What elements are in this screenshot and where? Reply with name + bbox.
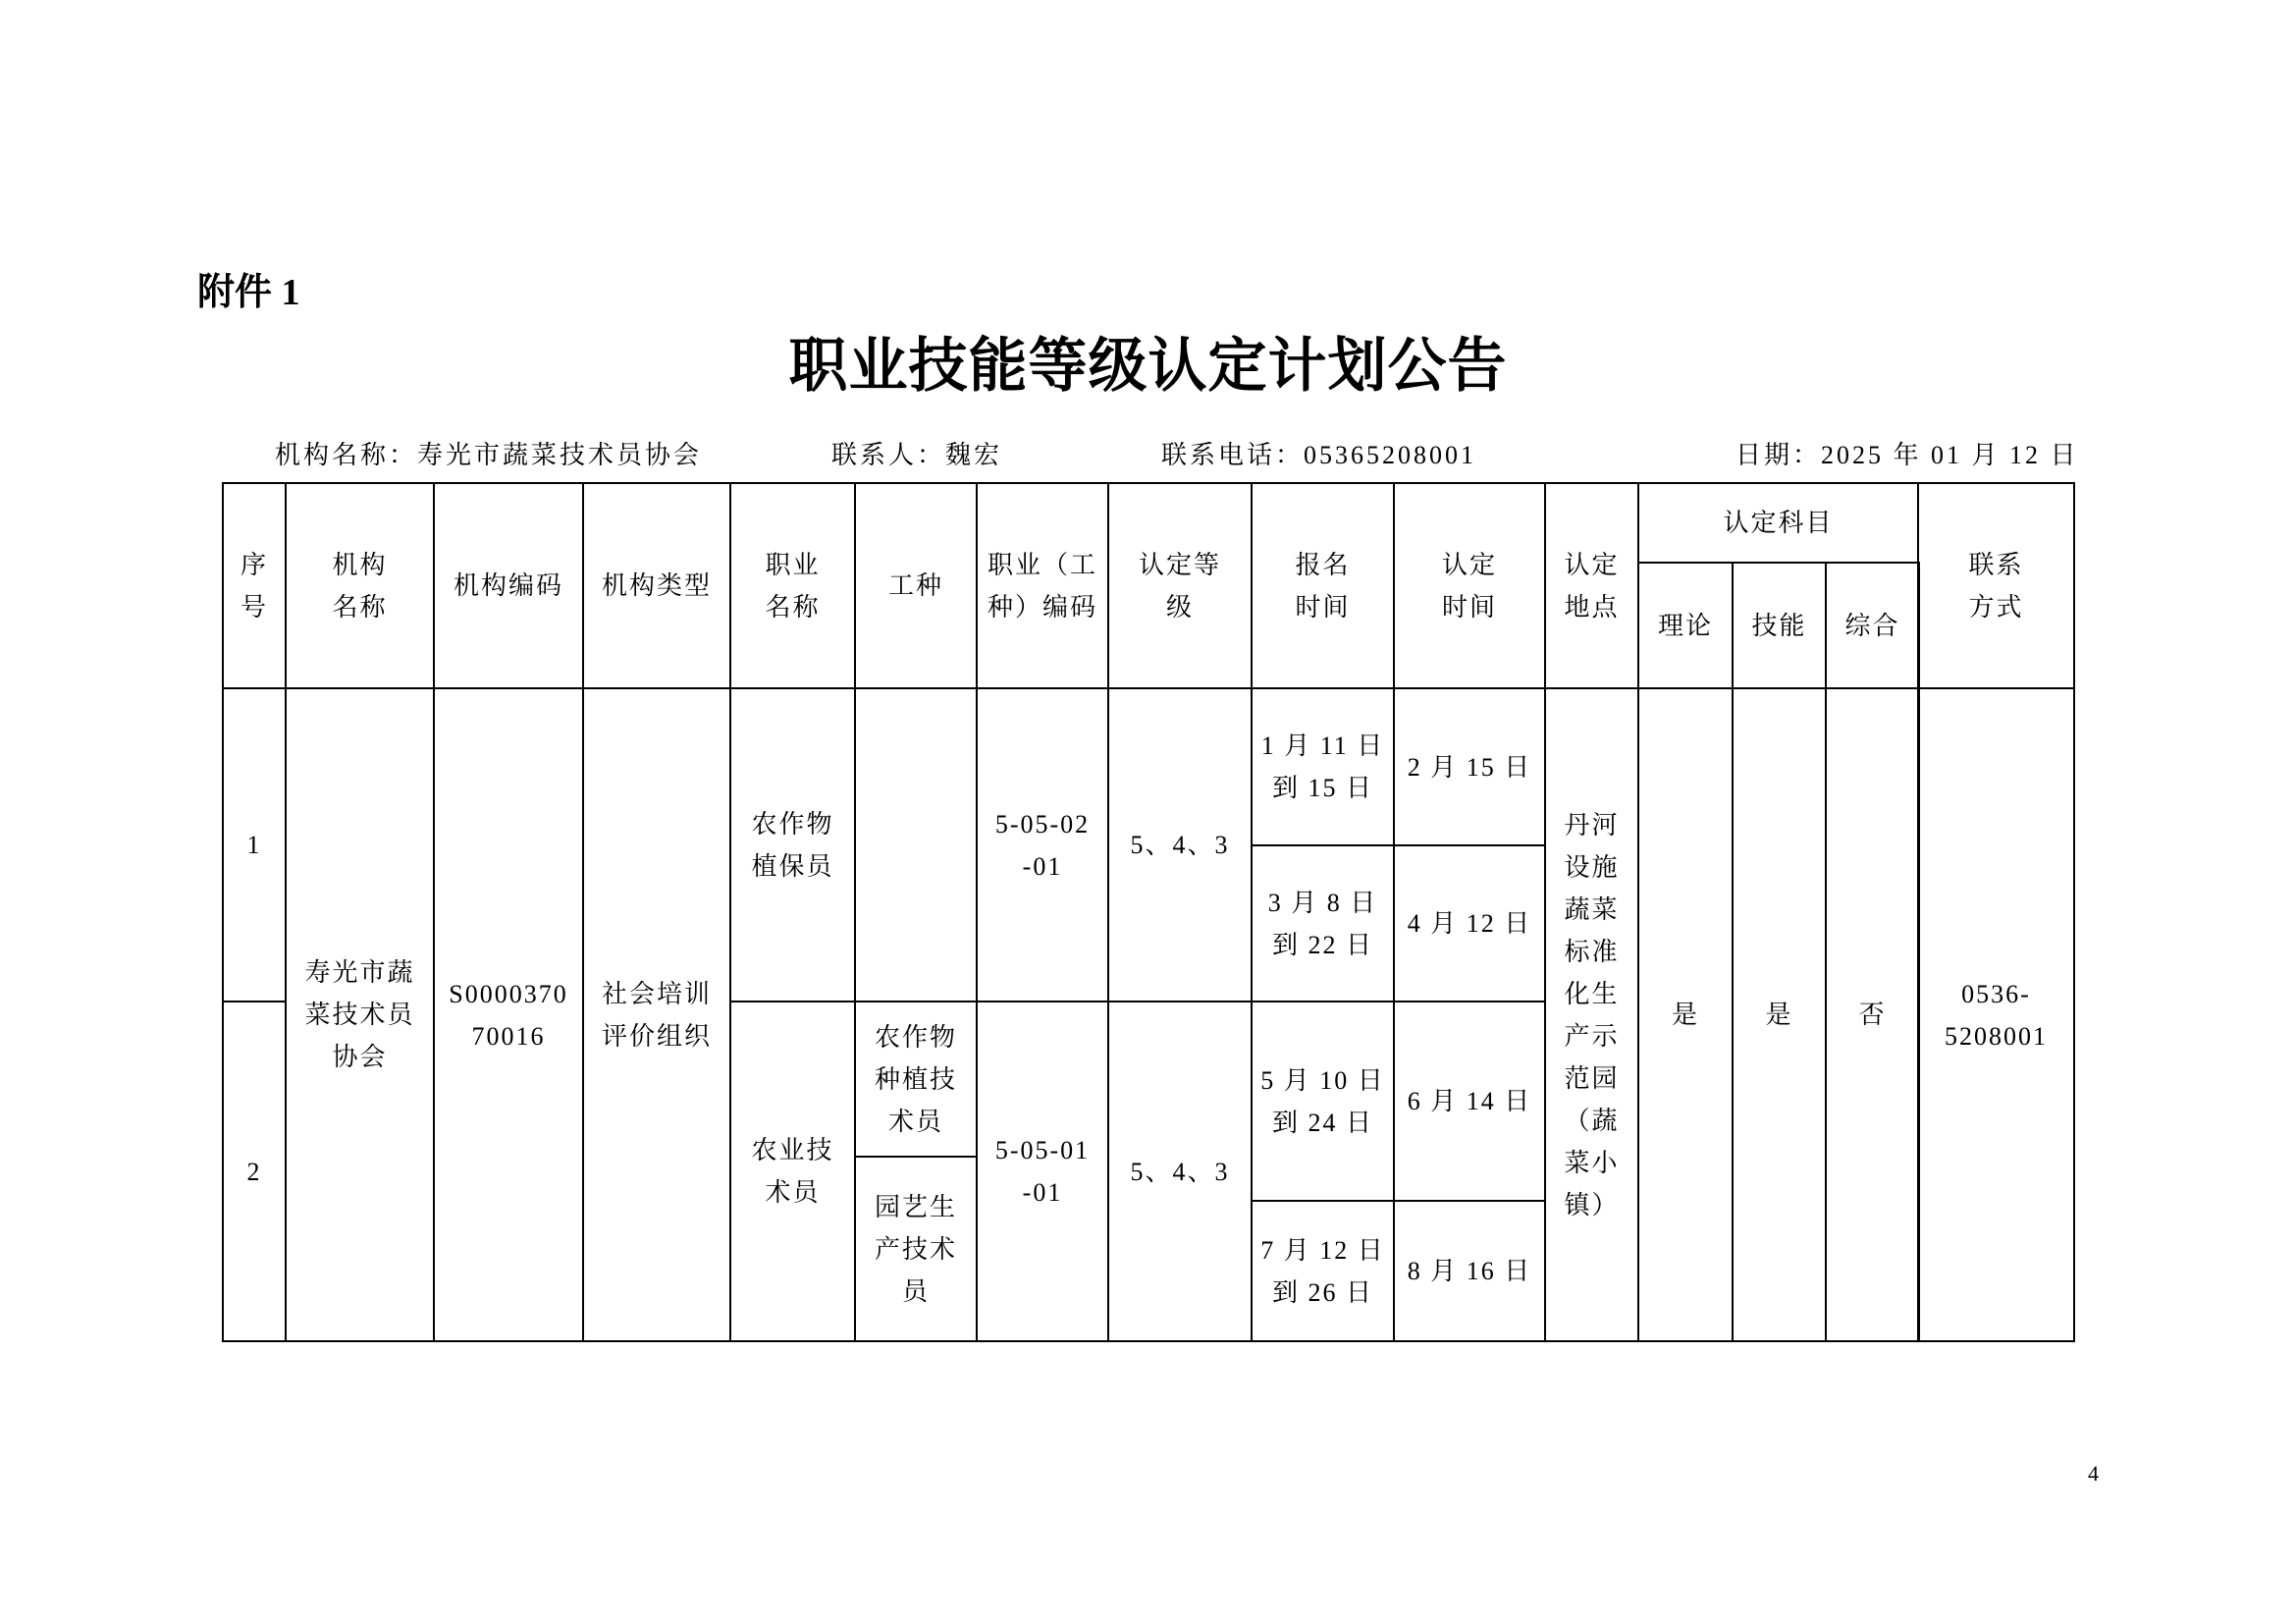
header-cell-org-name bbox=[285, 482, 435, 689]
header-occupation-code-label: 职业（工 种）编码 bbox=[987, 550, 1097, 622]
document-title: 职业技能等级认定计划公告 bbox=[788, 334, 1508, 399]
row2-assessment-2: 8 月 16 日 bbox=[1407, 1257, 1532, 1285]
row1-level-cell bbox=[1107, 687, 1253, 1002]
org-name-value: 寿光市蔬 菜技术员 协会 bbox=[304, 958, 415, 1071]
row1-registration-1: 1 月 11 日 到 15 日 bbox=[1260, 731, 1385, 802]
row1-assessment-cell-2 bbox=[1393, 844, 1546, 1002]
header-cell-seq bbox=[222, 482, 287, 689]
header-cell-location bbox=[1544, 482, 1639, 689]
row1-code: 5-05-02 -01 bbox=[994, 809, 1091, 881]
header-cell-comprehensive bbox=[1825, 562, 1920, 689]
header-job-type-label: 工种 bbox=[887, 571, 943, 600]
row1-occupation-cell bbox=[729, 687, 856, 1002]
header-seq-label: 序 号 bbox=[240, 550, 268, 622]
row2-registration-cell-1 bbox=[1251, 1001, 1395, 1202]
header-cell-subjects bbox=[1637, 482, 1919, 564]
header-registration-time-label: 报名 时间 bbox=[1295, 550, 1351, 622]
row2-registration-1: 5 月 10 日 到 24 日 bbox=[1260, 1065, 1385, 1137]
row1-job-type-cell bbox=[854, 687, 978, 1002]
row1-assessment-2: 4 月 12 日 bbox=[1407, 909, 1532, 938]
header-cell-assessment-time bbox=[1393, 482, 1546, 689]
row1-seq: 1 bbox=[246, 831, 262, 859]
row2-occupation: 农业技 术员 bbox=[751, 1136, 834, 1207]
row2-seq: 2 bbox=[246, 1157, 262, 1186]
org-type-value: 社会培训 评价组织 bbox=[601, 979, 712, 1051]
header-cell-org-code bbox=[433, 482, 584, 689]
row2-level-cell bbox=[1107, 1001, 1253, 1342]
header-skill-label: 技能 bbox=[1751, 611, 1807, 640]
info-date: 日期：2025 年 01 月 12 日 bbox=[1735, 441, 2079, 469]
theory-value: 是 bbox=[1671, 1001, 1699, 1029]
location-cell bbox=[1544, 687, 1639, 1342]
skill-value: 是 bbox=[1765, 1001, 1793, 1029]
row2-registration-cell-2 bbox=[1251, 1200, 1395, 1342]
header-cell-level bbox=[1107, 482, 1253, 689]
header-org-name-label: 机构 名称 bbox=[332, 550, 388, 622]
row1-registration-cell-2 bbox=[1251, 844, 1395, 1002]
header-org-code-label: 机构编码 bbox=[453, 571, 563, 600]
info-phone: 联系电话：05365208001 bbox=[1161, 441, 1477, 469]
row1-registration-2: 3 月 8 日 到 22 日 bbox=[1267, 888, 1378, 959]
header-cell-occupation bbox=[729, 482, 856, 689]
row2-job-type-cell-1 bbox=[854, 1001, 978, 1158]
row2-occupation-cell bbox=[729, 1001, 856, 1342]
row1-level: 5、4、3 bbox=[1130, 831, 1230, 859]
info-contact-person: 联系人：魏宏 bbox=[831, 441, 1003, 469]
row1-registration-cell-1 bbox=[1251, 687, 1395, 846]
header-cell-skill bbox=[1732, 562, 1827, 689]
row2-job-type-cell-2 bbox=[854, 1156, 978, 1342]
contact-cell bbox=[1917, 687, 2075, 1342]
header-location-label: 认定 地点 bbox=[1564, 550, 1620, 622]
row1-seq-cell bbox=[222, 687, 287, 1002]
header-cell-contact bbox=[1917, 482, 2075, 689]
location-value: 丹河 设施 蔬菜 标准 化生 产示 范园 （蔬 菜小 镇） bbox=[1564, 810, 1620, 1219]
header-cell-registration-time bbox=[1251, 482, 1395, 689]
row2-code: 5-05-01 -01 bbox=[994, 1136, 1091, 1207]
org-name-cell bbox=[285, 687, 435, 1342]
row2-registration-2: 7 月 12 日 到 26 日 bbox=[1260, 1235, 1385, 1307]
header-cell-occupation-code bbox=[976, 482, 1109, 689]
page-number: 4 bbox=[2088, 1461, 2099, 1486]
header-level-label: 认定等 级 bbox=[1138, 550, 1221, 622]
header-cell-org-type bbox=[582, 482, 731, 689]
header-cell-job-type bbox=[854, 482, 978, 689]
row1-assessment-1: 2 月 15 日 bbox=[1407, 752, 1532, 782]
row1-assessment-cell-1 bbox=[1393, 687, 1546, 846]
row2-seq-cell bbox=[222, 1001, 287, 1342]
theory-cell bbox=[1637, 687, 1734, 1342]
row2-code-cell bbox=[976, 1001, 1109, 1342]
contact-value: 0536- 5208001 bbox=[1945, 979, 2048, 1051]
header-theory-label: 理论 bbox=[1657, 611, 1713, 640]
comprehensive-value: 否 bbox=[1858, 1001, 1887, 1029]
header-cell-theory bbox=[1637, 562, 1734, 689]
row2-job-type-1: 农作物 种植技 术员 bbox=[874, 1022, 957, 1136]
skill-cell bbox=[1732, 687, 1827, 1342]
row2-job-type-2: 园艺生 产技术 员 bbox=[874, 1192, 957, 1306]
row1-code-cell bbox=[976, 687, 1109, 1002]
header-occupation-label: 职业 名称 bbox=[765, 550, 821, 622]
org-type-cell bbox=[582, 687, 731, 1342]
row2-level: 5、4、3 bbox=[1130, 1157, 1230, 1186]
row2-assessment-cell-2 bbox=[1393, 1200, 1546, 1342]
attachment-label: 附件 1 bbox=[197, 272, 300, 313]
header-subjects-label: 认定科目 bbox=[1723, 509, 1834, 537]
info-org-name: 机构名称：寿光市蔬菜技术员协会 bbox=[275, 441, 703, 469]
org-code-cell bbox=[433, 687, 584, 1342]
header-assessment-time-label: 认定 时间 bbox=[1441, 550, 1497, 622]
row2-assessment-1: 6 月 14 日 bbox=[1407, 1087, 1532, 1115]
header-comprehensive-label: 综合 bbox=[1844, 611, 1900, 640]
row1-occupation: 农作物 植保员 bbox=[751, 809, 834, 881]
header-contact-label: 联系 方式 bbox=[1968, 550, 2024, 622]
org-code-value: S0000370 70016 bbox=[449, 979, 568, 1051]
row2-assessment-cell-1 bbox=[1393, 1001, 1546, 1202]
header-org-type-label: 机构类型 bbox=[601, 571, 712, 600]
comprehensive-cell bbox=[1825, 687, 1920, 1342]
